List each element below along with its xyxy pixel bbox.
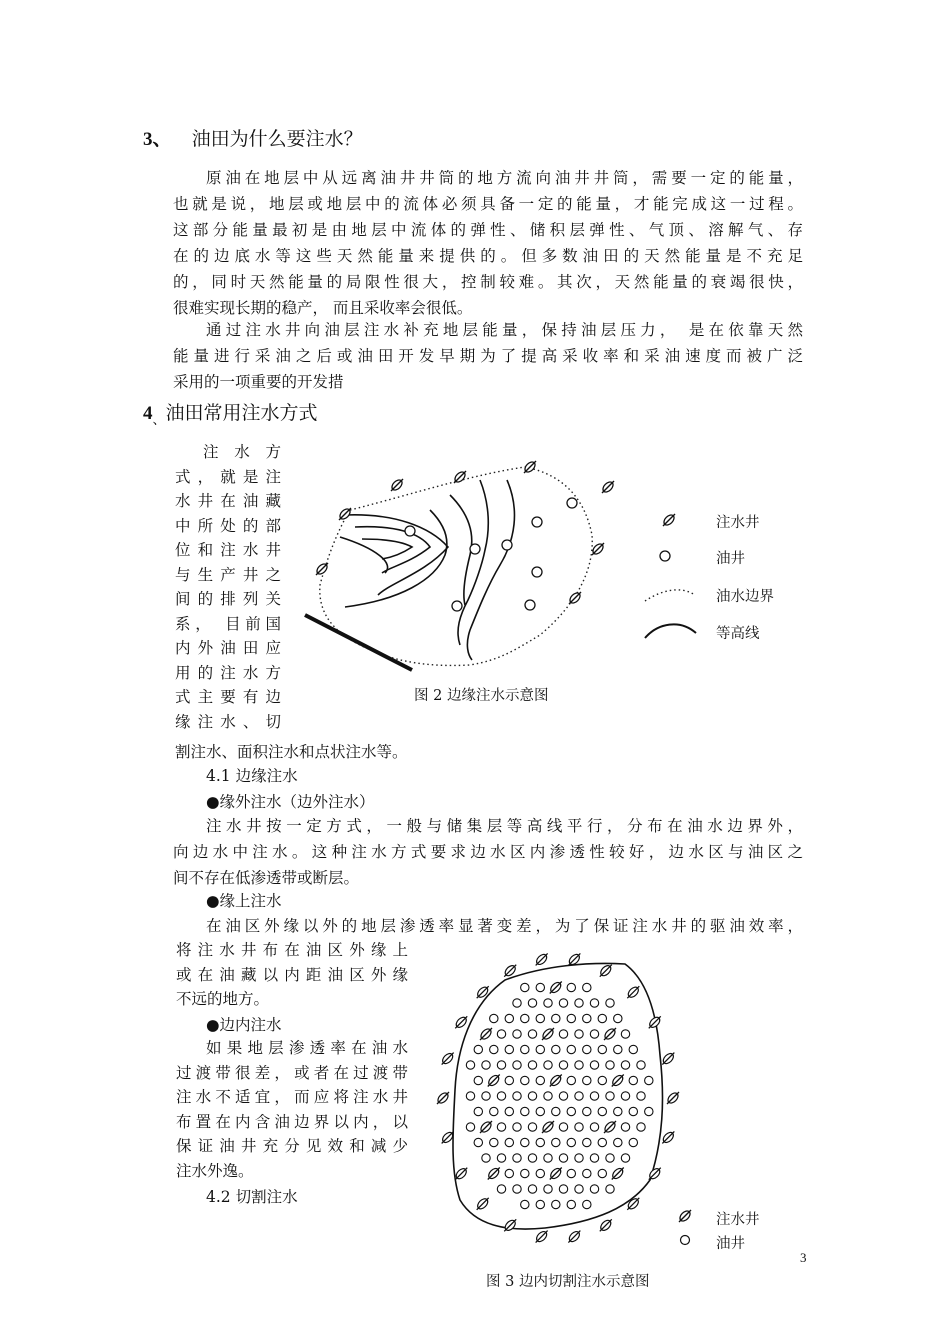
- oil-well-icon: [505, 1014, 513, 1022]
- oil-well-icon: [637, 1123, 645, 1131]
- text-line: 过渡带很差，或者在过渡带: [176, 1063, 408, 1082]
- oil-well-icon: [536, 1138, 544, 1146]
- oil-well-icon: [528, 1185, 536, 1193]
- oil-well-icon: [567, 1107, 575, 1115]
- section-3-paragraph-2: [173, 317, 803, 395]
- oil-well-icon: [536, 1169, 544, 1177]
- oil-well-icon: [645, 1076, 653, 1084]
- fig2-legend-boundary: 油水边界: [716, 589, 774, 605]
- oil-well-icon: [482, 1092, 490, 1100]
- injection-well-icon: [441, 1052, 455, 1066]
- injection-well-icon: [476, 1197, 490, 1211]
- oil-well-icon: [559, 1123, 567, 1131]
- section-4-intro-tail: 割注水、面积注水和点状注水等。: [175, 743, 408, 761]
- oil-well-icon: [474, 1045, 482, 1053]
- injection-well-icon: [479, 1120, 493, 1134]
- inner-cutting-injection-diagram: [425, 950, 695, 1265]
- oil-well-icon: [567, 1014, 575, 1022]
- oil-well-icon: [552, 1200, 560, 1208]
- oil-well-icon: [536, 1107, 544, 1115]
- oil-well-icon: [590, 1185, 598, 1193]
- oil-well-icon: [598, 1045, 606, 1053]
- oil-well-icon: [567, 1138, 575, 1146]
- oil-well-icon: [559, 999, 567, 1007]
- section-4-title: 油田常用注水方式: [165, 402, 318, 424]
- injection-well-icon: [487, 1167, 501, 1181]
- text-line: 很难实现长期的稳产， 而且采收率会很低。: [173, 299, 473, 317]
- oil-well-icon: [528, 999, 536, 1007]
- oil-well-icon: [606, 1185, 614, 1193]
- oil-well-icon: [590, 999, 598, 1007]
- oil-well-icon: [559, 1030, 567, 1038]
- text-line: 能量进行采油之后或油田开发早期为了提高采收率和采油速度而被广泛: [173, 347, 803, 365]
- oil-well-icon: [590, 1154, 598, 1162]
- injection-well-icon: [479, 1027, 493, 1041]
- fig2-legend-oil-well: 油井: [716, 551, 745, 567]
- text-line: 注水井按一定方式，一般与储集层等高线平行，分布在油水边界外，: [206, 817, 803, 835]
- oil-well-icon: [606, 1154, 614, 1162]
- oil-well-icon: [544, 1154, 552, 1162]
- oil-well-icon: [567, 1076, 575, 1084]
- injection-well-icon: [535, 1230, 549, 1244]
- oil-well-icon: [583, 983, 591, 991]
- section-3-number: 3、: [143, 129, 172, 150]
- text-line: 在的边底水等这些天然能量来提供的。但多数油田的天然能量是不充足: [173, 247, 803, 265]
- oil-well-icon: [490, 1014, 498, 1022]
- oil-well-icon: [575, 1061, 583, 1069]
- text-line: 内外油田应: [175, 639, 281, 657]
- boundary-line-icon: [645, 590, 695, 601]
- contour-line-icon: [645, 624, 696, 638]
- text-line: 系， 目前国: [175, 614, 281, 633]
- oil-well-icon: [614, 1107, 622, 1115]
- text-line: 原油在地层中从远离油井井筒的地方流向油井井筒，需要一定的能量，: [206, 169, 803, 187]
- section-3-title: 油田为什么要注水？: [191, 128, 363, 150]
- text-line: 或在油藏以内距油区外缘: [176, 965, 408, 984]
- oil-well-icon: [614, 1138, 622, 1146]
- oil-well-icon: [660, 551, 670, 561]
- injection-well-icon: [503, 964, 517, 978]
- oil-well-icon: [528, 1154, 536, 1162]
- oil-well-icon: [482, 1154, 490, 1162]
- injection-well-icon: [549, 981, 563, 995]
- injection-well-icon: [662, 513, 676, 527]
- oil-well-icon: [629, 1107, 637, 1115]
- oil-well-icon: [559, 1092, 567, 1100]
- oil-well-icon: [482, 1061, 490, 1069]
- oil-well-icon: [583, 1169, 591, 1177]
- oil-well-icon: [583, 1200, 591, 1208]
- oil-well-icon: [552, 1045, 560, 1053]
- oil-well-icon: [497, 1061, 505, 1069]
- oil-well-icon: [505, 1076, 513, 1084]
- injection-well-icon: [661, 1131, 675, 1145]
- oil-well-icon: [528, 1123, 536, 1131]
- oil-well-icon: [497, 1092, 505, 1100]
- oil-well-icon: [544, 1185, 552, 1193]
- oil-well-icon: [590, 1061, 598, 1069]
- oil-well-icon: [606, 999, 614, 1007]
- injection-well-icon: [541, 1027, 555, 1041]
- oil-well-icon: [521, 1169, 529, 1177]
- oil-well-icon: [497, 1154, 505, 1162]
- fig2-legend-symbols: [640, 505, 700, 645]
- text-line: 不远的地方。: [176, 990, 270, 1008]
- oil-well-icon: [505, 1045, 513, 1053]
- injection-well-icon: [454, 1015, 468, 1029]
- oil-well-icon: [598, 1076, 606, 1084]
- fig3-legend-oil-well: 油井: [716, 1236, 745, 1252]
- text-line: 将注水井布在油区外缘上: [176, 941, 408, 959]
- oil-well-icon: [621, 1030, 629, 1038]
- fig2-legend-contour: 等高线: [716, 626, 760, 642]
- oil-well-icon: [567, 1045, 575, 1053]
- oil-well-icon: [583, 1076, 591, 1084]
- subsection-4-1-heading: 4.1 边缘注水: [206, 767, 298, 785]
- oil-well-icon: [544, 999, 552, 1007]
- text-line: 注水不适宜，而应将注水井: [176, 1088, 408, 1106]
- oil-well-icon: [552, 1014, 560, 1022]
- text-line: 注水外逸。: [176, 1161, 254, 1180]
- oil-well-icon: [629, 1138, 637, 1146]
- text-line: 中所处的部: [175, 516, 281, 535]
- oil-well-icon: [466, 1061, 474, 1069]
- section-4-number: 4: [143, 403, 153, 424]
- injection-well-icon: [611, 1167, 625, 1181]
- oil-well-icon: [559, 1154, 567, 1162]
- text-line: 向边水中注水。这种注水方式要求边水区内渗透性较好，边水区与油区之: [173, 843, 803, 861]
- oil-well-icon: [528, 1061, 536, 1069]
- oil-well-icon: [513, 1092, 521, 1100]
- injection-well-icon: [678, 1209, 692, 1223]
- injection-well-icon: [626, 985, 640, 999]
- oil-well-icon: [536, 1200, 544, 1208]
- oil-well-icon: [614, 1014, 622, 1022]
- oil-well-icon: [536, 1076, 544, 1084]
- section-3-paragraph-1: [173, 165, 803, 321]
- section-4-intro-column: [175, 440, 281, 734]
- section-4-separator: 、: [152, 413, 166, 428]
- oil-well-icon: [629, 1045, 637, 1053]
- text-line: 间不存在低渗透带或断层。: [173, 869, 360, 887]
- oil-well-icon: [590, 1123, 598, 1131]
- oil-well-icon: [621, 1154, 629, 1162]
- oil-well-icon: [474, 1076, 482, 1084]
- oil-well-icon: [559, 1185, 567, 1193]
- oil-well-icon: [466, 1123, 474, 1131]
- injection-well-icon: [549, 1074, 563, 1088]
- section-4-heading: [143, 398, 318, 428]
- oil-well-icon: [567, 983, 575, 991]
- injection-well-icon: [603, 1027, 617, 1041]
- oil-well-icon: [590, 1030, 598, 1038]
- injection-well-icon: [599, 1218, 613, 1232]
- oil-well-icon: [544, 1061, 552, 1069]
- injection-well-icon: [487, 1074, 501, 1088]
- injection-well-icon: [648, 1015, 662, 1029]
- oil-well-icon: [590, 1092, 598, 1100]
- text-line: 注水方: [203, 443, 281, 461]
- oil-well-icon: [552, 1107, 560, 1115]
- oil-well-icon: [598, 1014, 606, 1022]
- bullet-inner-edge-injection: ●边内注水: [206, 1016, 282, 1034]
- oil-well-icon: [536, 1045, 544, 1053]
- subsection-4-2-heading: 4.2 切割注水: [206, 1188, 298, 1206]
- oil-well-icon: [637, 1061, 645, 1069]
- injection-well-icon: [599, 964, 613, 978]
- text-line: 用的注水方: [175, 663, 281, 682]
- injection-well-icon: [535, 952, 549, 966]
- oil-well-icon: [575, 1185, 583, 1193]
- bullet-edge-injection: ●缘上注水: [206, 892, 282, 910]
- edge-injection-column: [176, 938, 408, 1012]
- oil-well-icon: [575, 1030, 583, 1038]
- oil-well-icon: [621, 1123, 629, 1131]
- injection-well-icon: [648, 1167, 662, 1181]
- oil-well-icon: [513, 1061, 521, 1069]
- text-line: 位和注水井: [175, 541, 281, 559]
- oil-well-icon: [552, 1138, 560, 1146]
- injection-well-icon: [503, 1218, 517, 1232]
- oil-well-icon: [536, 1014, 544, 1022]
- oil-well-icon: [583, 1014, 591, 1022]
- oil-well-icon: [521, 1076, 529, 1084]
- oil-well-icon: [544, 1092, 552, 1100]
- oil-well-icon: [575, 1154, 583, 1162]
- text-line: 这部分能量最初是由地层中流体的弹性、储积层弹性、气顶、溶解气、存: [173, 221, 803, 239]
- oil-well-icon: [528, 1092, 536, 1100]
- page-number: 3: [800, 1250, 807, 1265]
- oil-well-icon: [521, 1200, 529, 1208]
- injection-well-icon: [454, 1167, 468, 1181]
- oil-well-icon: [681, 1236, 690, 1245]
- oil-well-icon: [513, 1123, 521, 1131]
- text-line: 通过注水井向油层注水补充地层能量，保持油层压力， 是在依靠天然: [206, 321, 803, 339]
- text-line: 如果地层渗透率在油水: [206, 1039, 408, 1057]
- text-line: 式，就是注: [175, 467, 281, 486]
- oil-well-icon: [598, 1169, 606, 1177]
- text-line: 的，同时天然能量的局限性很大，控制较难。其次，天然能量的衰竭很快，: [173, 273, 803, 291]
- oil-well-icon: [521, 1045, 529, 1053]
- injection-well-icon: [666, 1091, 680, 1105]
- oil-well-icon: [528, 1030, 536, 1038]
- injection-well-icon: [603, 1120, 617, 1134]
- oil-well-icon: [474, 1107, 482, 1115]
- edge-injection-diagram: [300, 455, 620, 680]
- oil-well-icon: [490, 1045, 498, 1053]
- outer-edge-paragraph: [173, 813, 803, 891]
- oil-well-icon: [521, 1107, 529, 1115]
- oil-well-icon: [513, 1154, 521, 1162]
- oil-well-icon: [497, 1123, 505, 1131]
- text-line: 也就是说，地层或地层中的流体必须具备一定的能量，才能完成这一过程。: [173, 195, 803, 213]
- oil-well-icon: [559, 1061, 567, 1069]
- oil-well-icon: [629, 1076, 637, 1084]
- text-line: 水井在油藏: [175, 492, 281, 510]
- text-line: 缘注水、切: [175, 712, 281, 731]
- oil-well-icon: [583, 1045, 591, 1053]
- injection-well-icon: [661, 1052, 675, 1066]
- oil-well-icon: [621, 1061, 629, 1069]
- text-line: 与生产井之: [175, 565, 281, 584]
- oil-well-icon: [621, 1092, 629, 1100]
- oil-well-icon: [536, 983, 544, 991]
- oil-well-icon: [521, 1014, 529, 1022]
- injection-well-icon: [549, 1167, 563, 1181]
- oil-well-icon: [606, 1092, 614, 1100]
- fig3-caption: 图 3 边内切割注水示意图: [486, 1274, 650, 1290]
- oil-well-icon: [614, 1045, 622, 1053]
- oil-well-icon: [490, 1138, 498, 1146]
- oil-well-icon: [583, 1138, 591, 1146]
- text-line: 采用的一项重要的开发措: [173, 373, 344, 391]
- oil-well-icon: [505, 1138, 513, 1146]
- oil-well-icon: [583, 1107, 591, 1115]
- text-line: 保证油井充分见效和减少: [176, 1137, 408, 1155]
- injection-well-icon: [626, 1197, 640, 1211]
- oil-well-icon: [575, 999, 583, 1007]
- fig3-legend-symbols: [672, 1205, 700, 1255]
- oil-well-icon: [466, 1092, 474, 1100]
- oil-well-icon: [598, 1138, 606, 1146]
- oil-well-icon: [598, 1107, 606, 1115]
- oil-well-icon: [645, 1107, 653, 1115]
- oil-well-icon: [606, 1061, 614, 1069]
- oil-well-icon: [513, 1185, 521, 1193]
- oil-well-icon: [497, 1185, 505, 1193]
- oil-well-icon: [575, 1123, 583, 1131]
- oil-well-icon: [497, 1030, 505, 1038]
- injection-well-icon: [567, 1230, 581, 1244]
- text-line: 间的排列关: [175, 590, 281, 608]
- oil-well-icon: [521, 1138, 529, 1146]
- fig2-legend-injection-well: 注水井: [716, 515, 760, 531]
- oil-well-icon: [637, 1092, 645, 1100]
- injection-well-icon: [611, 1074, 625, 1088]
- oil-well-icon: [567, 1169, 575, 1177]
- oil-well-icon: [505, 1169, 513, 1177]
- oil-well-icon: [521, 983, 529, 991]
- edge-injection-line: 在油区外缘以外的地层渗透率显著变差，为了保证注水井的驱油效率，: [206, 917, 803, 935]
- oil-well-icon: [505, 1107, 513, 1115]
- text-line: 布置在内含油边界以内，以: [176, 1112, 408, 1131]
- oil-well-icon: [513, 999, 521, 1007]
- oil-well-icon: [474, 1138, 482, 1146]
- text-line: 式主要有边: [175, 688, 281, 706]
- bullet-outer-edge-injection: ●缘外注水（边外注水）: [206, 793, 375, 811]
- fig2-caption: 图 2 边缘注水示意图: [414, 688, 549, 704]
- inner-edge-column: [176, 1036, 408, 1183]
- oil-well-icon: [490, 1107, 498, 1115]
- injection-well-icon: [541, 1120, 555, 1134]
- fig3-legend-injection-well: 注水井: [716, 1212, 760, 1228]
- section-3-heading: [143, 124, 363, 151]
- oil-well-icon: [513, 1030, 521, 1038]
- injection-well-icon: [436, 1091, 450, 1105]
- oil-well-icon: [575, 1092, 583, 1100]
- oil-well-icon: [567, 1200, 575, 1208]
